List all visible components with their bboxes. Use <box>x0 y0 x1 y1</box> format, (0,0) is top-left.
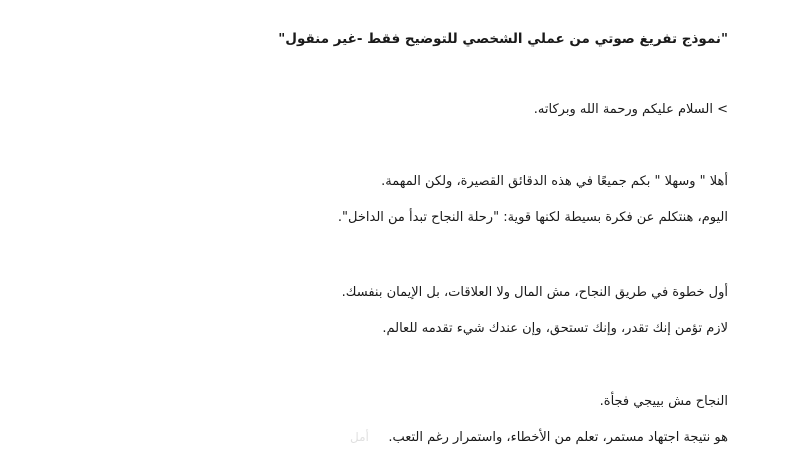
paragraph-1-line-1: أهلا " وسهلا " بكم جميعًا في هذه الدقائق القصيرة، ولكن المهمة. <box>381 174 728 189</box>
greeting-line: > السلام عليكم ورحمة الله وبركاته. <box>533 102 728 117</box>
document-title: "نموذج تفريغ صوتي من عملي الشخصي للتوضيح فقط -غير منقول" <box>278 31 728 47</box>
paragraph-3-line-1: النجاح مش بييجي فجأة. <box>599 394 728 409</box>
paragraph-3-line-2: هو نتيجة اجتهاد مستمر، تعلم من الأخطاء، واستمرار رغم التعب. <box>388 430 728 445</box>
watermark-logo: أمل <box>350 430 369 444</box>
paragraph-2-line-2: لازم تؤمن إنك تقدر، وإنك تستحق، وإن عندك شيء تقدمه للعالم. <box>382 321 728 336</box>
paragraph-2-line-1: أول خطوة في طريق النجاح، مش المال ولا العلاقات، بل الإيمان بنفسك. <box>341 285 728 300</box>
paragraph-1-line-2: اليوم، هنتكلم عن فكرة بسيطة لكنها قوية: "رحلة النجاح تبدأ من الداخل". <box>337 210 728 225</box>
